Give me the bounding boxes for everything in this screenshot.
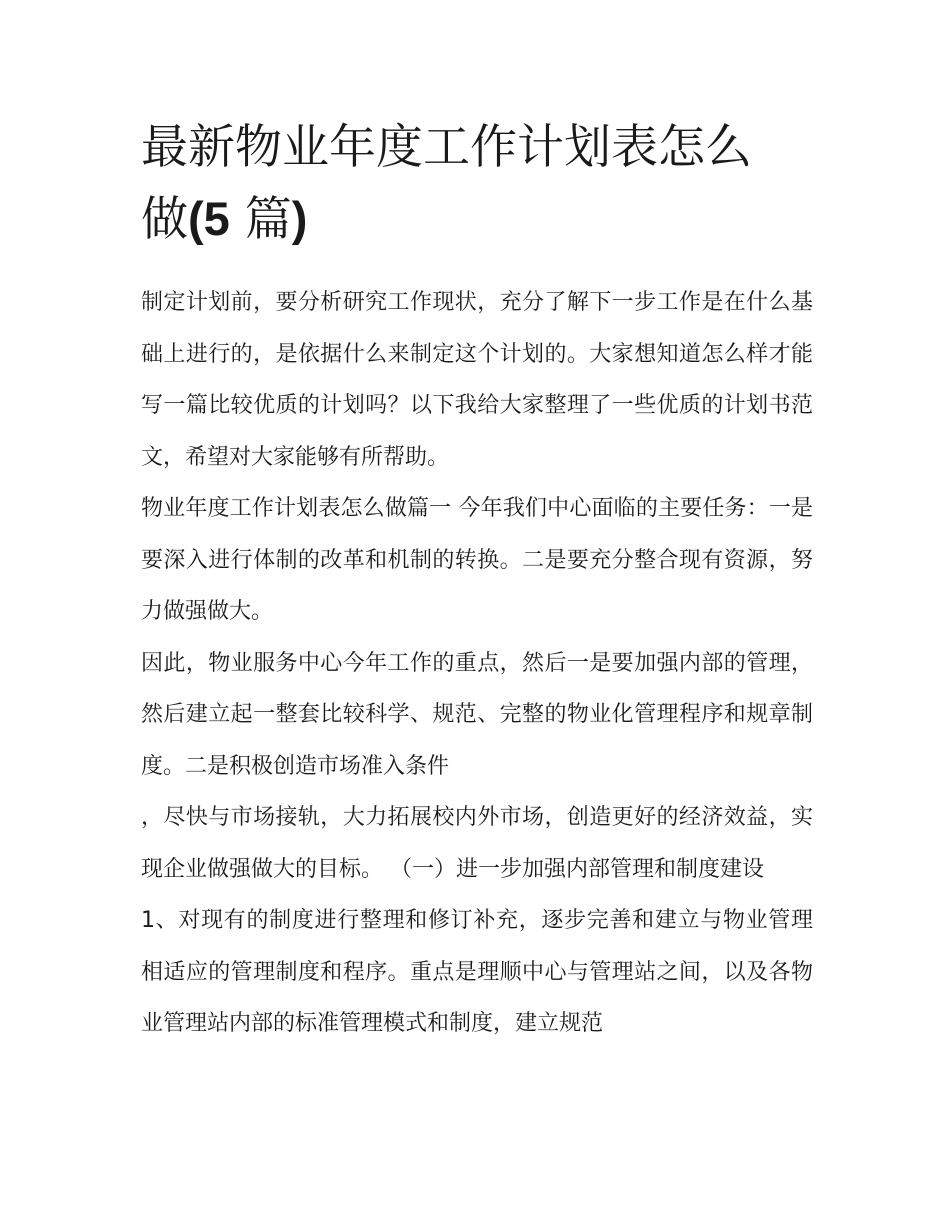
title-spacing bbox=[141, 255, 813, 277]
title-line-2-word: 篇 bbox=[244, 192, 292, 247]
paragraph-section-one: 物业年度工作计划表怎么做篇一 今年我们中心面临的主要任务：一是要深入进行体制的改革和机制的转换。二是要充分整合现有资源，努力做强做大。 bbox=[141, 496, 813, 624]
paragraph-intro: 制定计划前，要分析研究工作现状，充分了解下一步工作是在什么基础上进行的，是依据什么来制定这个计划的。大家想知道怎么样才能写一篇比较优质的计划吗？以下我给大家整理了一些优质的计划书范文，希望对大家能够有所帮助。 bbox=[141, 290, 813, 470]
title-line-2-prefix: 做 bbox=[141, 192, 188, 247]
title-line-2-suffix: ) bbox=[291, 192, 308, 245]
document-body bbox=[141, 112, 813, 1050]
paragraph-item-1: 1、对现有的制度进行整理和修订补充，逐步完善和建立与物业管理相适应的管理制度和程序。重点是理顺中心与管理站之间，以及各物业管理站内部的标准管理模式和制度，建立规范 bbox=[141, 908, 813, 1036]
document-title bbox=[141, 112, 813, 255]
title-line-2-number: (5 bbox=[188, 192, 230, 245]
paragraph-focus: 因此，物业服务中心今年工作的重点，然后一是要加强内部的管理，然后建立起一整套比较科学、规范、完整的物业化管理程序和规章制度。二是积极创造市场准入条件 bbox=[141, 650, 813, 779]
paragraph-market: ，尽快与市场接轨，大力拓展校内外市场，创造更好的经济效益，实现企业做强做大的目标。 （一）进一步加强内部管理和制度建设 bbox=[141, 805, 813, 882]
title-line-1: 最新物业年度工作计划表怎么 bbox=[141, 120, 752, 175]
